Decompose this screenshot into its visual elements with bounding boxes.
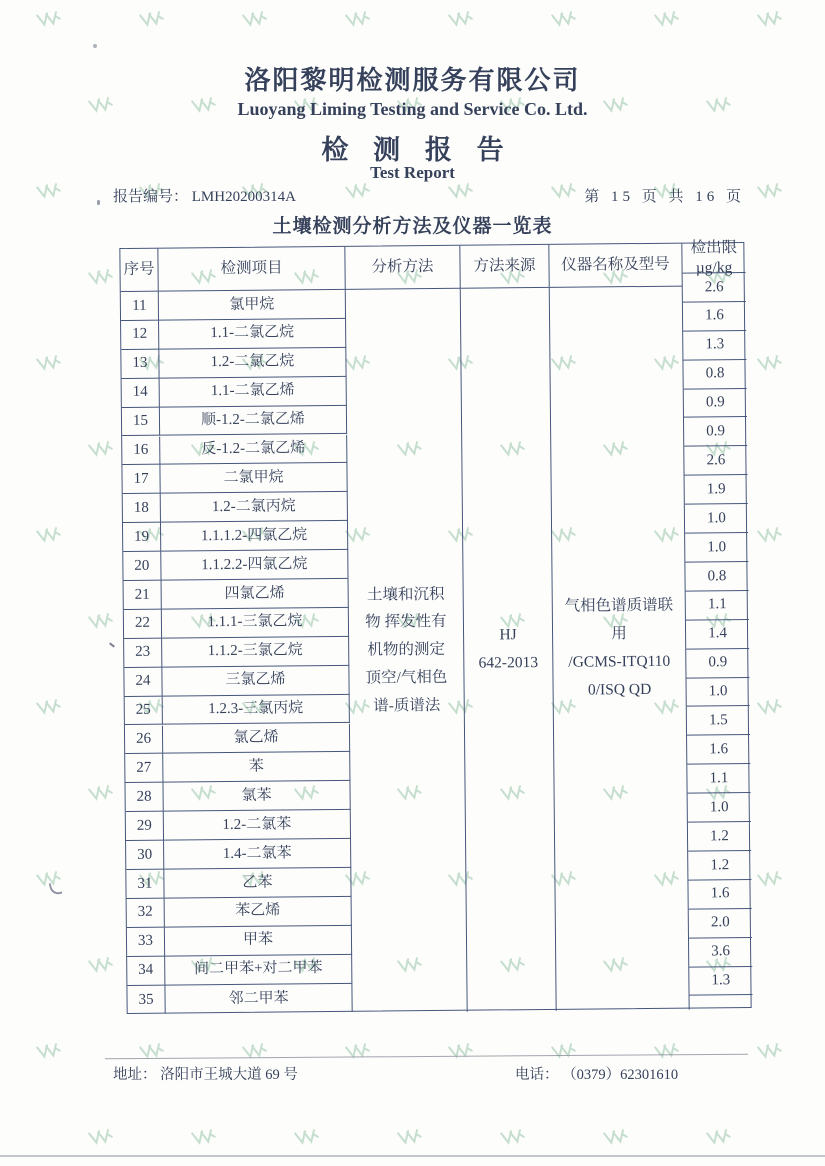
phone-label: 电话： (515, 1067, 559, 1083)
row-no-cell: 21 (124, 581, 162, 610)
row-no-cell: 15 (122, 407, 160, 436)
row-no-cell: 12 (121, 321, 159, 350)
table-title: 土壤检测分析方法及仪器一览表 (272, 216, 553, 237)
limit-cell: 2.6 (684, 446, 747, 475)
item-cell: 甲苯 (165, 926, 352, 957)
item-cell: 1.4-二氯苯 (164, 839, 351, 870)
item-cell: 1.1.2.2-四氯乙烷 (161, 550, 348, 581)
limit-cell: 1.6 (683, 302, 746, 331)
page-indicator: 第 15 页 共 16 页 (584, 189, 745, 205)
row-no-cell: 26 (125, 725, 163, 754)
scan-artifact (49, 881, 63, 896)
limit-cell: 1.3 (683, 331, 746, 360)
limit-cell: 2.6 (683, 273, 746, 302)
row-no-cell: 28 (125, 783, 163, 812)
limit-cell: 0.9 (684, 389, 747, 418)
item-cell: 四氯乙烯 (162, 579, 349, 610)
limit-cell: 0.8 (683, 360, 746, 389)
footer-address (113, 1063, 298, 1084)
item-cell: 1.2-二氯丙烷 (161, 492, 348, 523)
limit-cell: 1.1 (686, 591, 749, 620)
item-cell: 1.2-二氯乙烷 (159, 348, 346, 379)
item-cell: 三氯乙烯 (162, 666, 349, 697)
limit-cell: 0.9 (686, 649, 749, 678)
limit-cell: 1.0 (685, 533, 748, 562)
methods-instruments-table (119, 239, 751, 1014)
instrument-cell: 气相色谱质谱联 用 /GCMS-ITQ110 0/ISQ QD (550, 287, 690, 1011)
item-cell: 间二甲苯+对二甲苯 (165, 955, 352, 986)
header-item: 检测项目 (158, 247, 345, 292)
row-no-cell: 32 (127, 899, 165, 928)
header-no: 序号 (120, 249, 158, 292)
item-cell: 苯 (163, 752, 350, 783)
limit-cell: 1.0 (685, 504, 748, 533)
header-method: 分析方法 (345, 246, 460, 290)
scan-artifact (97, 200, 100, 205)
address-value: 洛阳市王城大道 69 号 (160, 1067, 298, 1083)
item-cell: 二氯甲烷 (160, 463, 347, 494)
item-cell: 氯苯 (163, 781, 350, 812)
limit-cell: 0.9 (684, 418, 747, 447)
header-instrument: 仪器名称及型号 (549, 244, 682, 288)
item-cell: 苯乙烯 (165, 897, 352, 928)
row-no-cell: 13 (121, 349, 159, 378)
row-no-cell: 35 (127, 985, 165, 1014)
row-no-cell: 30 (126, 841, 164, 870)
item-cell: 1.1-二氯乙烷 (159, 319, 346, 350)
report-number-value: LMH20200314A (191, 189, 296, 205)
footer-divider (105, 1054, 748, 1060)
row-no-cell: 34 (127, 956, 165, 985)
row-no-cell: 33 (127, 927, 165, 956)
row-no-cell: 11 (121, 292, 159, 321)
row-no-cell: 22 (124, 610, 162, 639)
limit-cell: 1.6 (687, 735, 750, 764)
header-limit: 检出限 µg/kg (682, 243, 745, 274)
report-title-en: Test Report (370, 163, 455, 182)
phone-value: （0379）62301610 (562, 1067, 679, 1083)
limit-cell: 1.2 (688, 822, 751, 851)
row-no-cell: 19 (123, 523, 161, 552)
item-cell: 乙苯 (164, 868, 351, 899)
row-no-cell: 24 (124, 667, 162, 696)
limit-cell: 1.4 (686, 620, 749, 649)
item-cell: 氯甲烷 (159, 290, 346, 321)
limit-cell: 1.1 (687, 764, 750, 793)
company-name-cn: 洛阳黎明检测服务有限公司 (244, 66, 581, 95)
item-cell: 1.1.2-三氯乙烷 (162, 637, 349, 668)
footer-phone (515, 1063, 678, 1084)
scan-artifact (109, 642, 115, 647)
report-number-line (113, 185, 296, 206)
scan-artifact (93, 44, 97, 48)
item-cell: 顺-1.2-二氯乙烯 (160, 405, 347, 436)
row-no-cell: 31 (126, 870, 164, 899)
row-no-cell: 17 (122, 465, 160, 494)
limit-cell: 2.0 (689, 909, 752, 938)
limit-cell: 3.6 (689, 938, 752, 967)
item-cell: 1.2.3-三氯丙烷 (163, 694, 350, 725)
scan-page-edge (0, 1155, 825, 1157)
method-source-cell: HJ 642-2013 (461, 288, 557, 1011)
item-cell: 1.1.1.2-四氯乙烷 (161, 521, 348, 552)
limit-cell: 1.9 (685, 475, 748, 504)
row-no-cell: 25 (125, 696, 163, 725)
report-title-cn: 检 测 报 告 (321, 135, 513, 165)
limit-cell: 1.3 (689, 967, 752, 996)
limit-cell: 1.0 (686, 678, 749, 707)
item-cell: 1.1-二氯乙烯 (160, 377, 347, 408)
limit-cell: 1.0 (688, 793, 751, 822)
limit-cell: 1.6 (688, 880, 751, 909)
limit-cell: 1.2 (688, 851, 751, 880)
row-no-cell: 16 (122, 436, 160, 465)
item-cell: 1.2-二氯苯 (164, 810, 351, 841)
row-no-cell: 29 (126, 812, 164, 841)
item-cell: 氯乙烯 (163, 723, 350, 754)
analysis-method-cell: 土壤和沉积 物 挥发性有 机物的测定 顶空/气相色 谱-质谱法 (346, 289, 468, 1013)
limit-cell: 0.8 (685, 562, 748, 591)
item-cell: 邻二甲苯 (165, 983, 352, 1014)
row-no-cell: 14 (122, 378, 160, 407)
row-no-cell: 27 (125, 754, 163, 783)
header-source: 方法来源 (460, 245, 549, 289)
item-cell: 1.1.1-三氯乙烷 (162, 608, 349, 639)
report-number-label: 报告编号： (113, 189, 189, 205)
row-no-cell: 18 (123, 494, 161, 523)
row-no-cell: 20 (123, 552, 161, 581)
company-name-en: Luoyang Liming Testing and Service Co. Ltd. (237, 99, 588, 119)
address-label: 地址： (113, 1067, 157, 1083)
limit-cell: 1.5 (687, 706, 750, 735)
item-cell: 反-1.2-二氯乙烯 (160, 434, 347, 465)
row-no-cell: 23 (124, 638, 162, 667)
